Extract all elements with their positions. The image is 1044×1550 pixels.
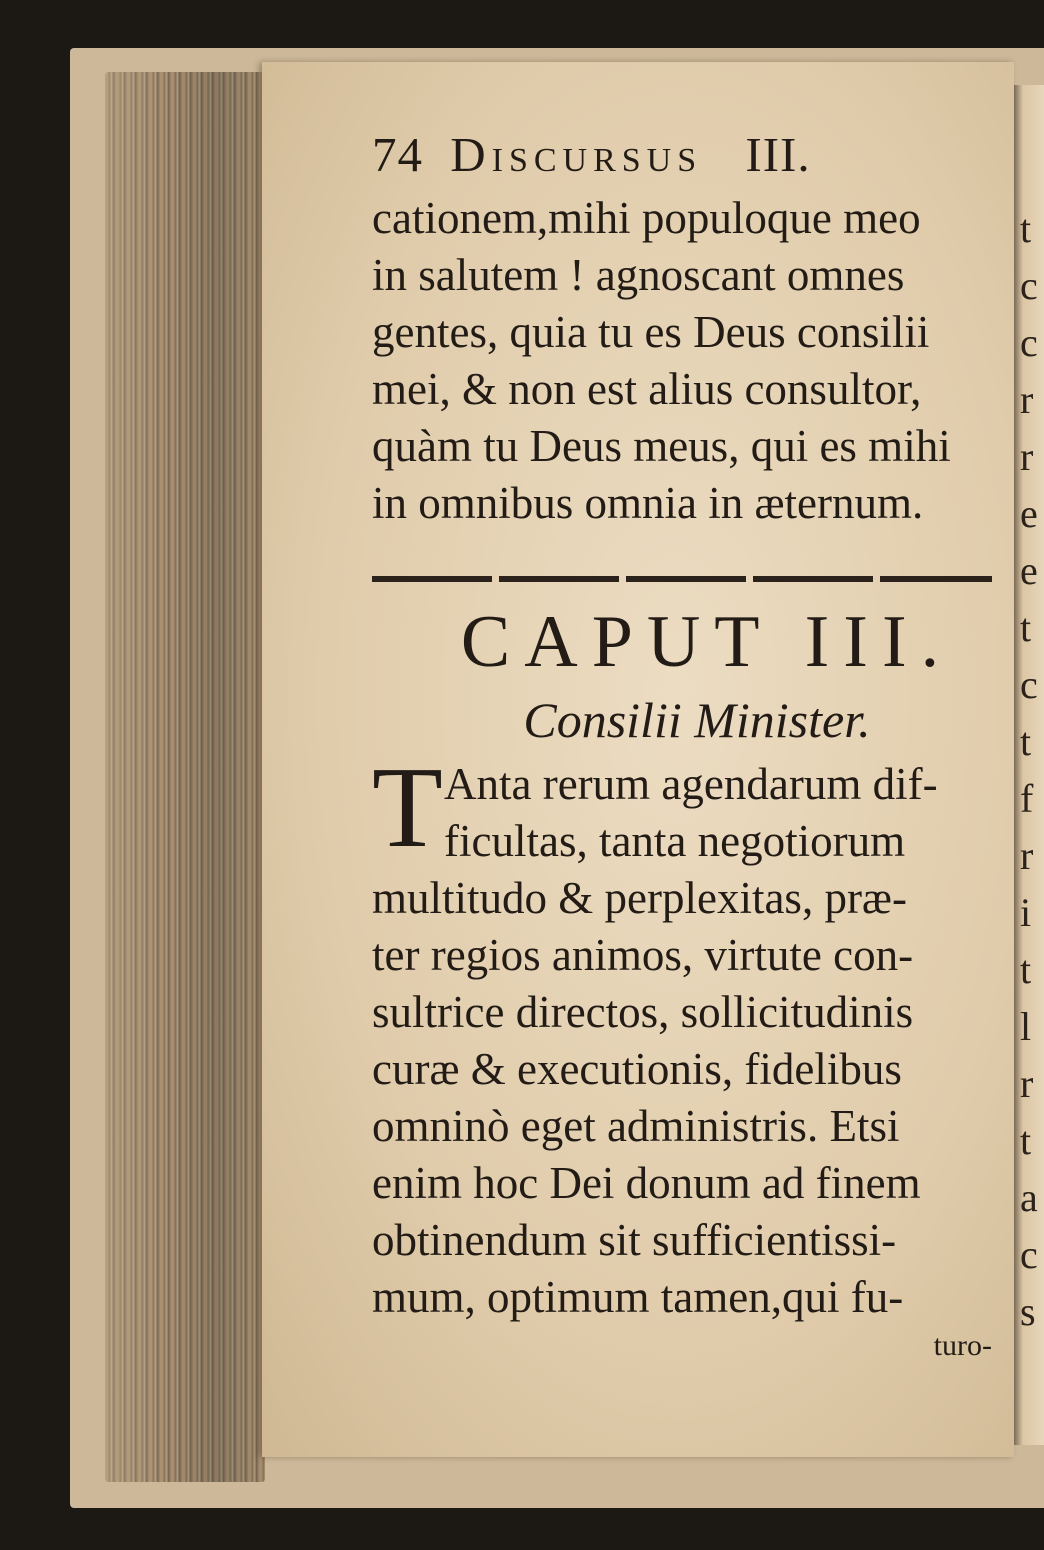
facing-letter: r	[1020, 434, 1034, 479]
text-line: mum, optimum tamen,qui fu-	[372, 1272, 904, 1322]
running-header	[372, 120, 1002, 190]
facing-letter: a	[1020, 1175, 1038, 1220]
facing-page-letters	[1020, 200, 1044, 1340]
facing-letter: e	[1020, 491, 1038, 536]
intro-paragraph	[372, 190, 1002, 532]
text-line: Anta rerum agendarum dif-	[444, 759, 938, 809]
facing-letter: t	[1020, 947, 1032, 992]
text-line: sultrice directos, sollicitudinis	[372, 987, 914, 1037]
facing-letter: i	[1020, 890, 1032, 935]
text-line: omninò eget administris. Etsi	[372, 1101, 900, 1151]
page-number: 74	[372, 127, 423, 182]
facing-letter: r	[1020, 833, 1034, 878]
facing-letter: t	[1020, 719, 1032, 764]
text-line: in salutem ! agnoscant omnes	[372, 250, 905, 300]
facing-letter: t	[1020, 605, 1032, 650]
text-line: quàm tu Deus meus, qui es mihi	[372, 421, 951, 471]
facing-letter: s	[1020, 1289, 1036, 1334]
drop-cap: T	[372, 744, 443, 872]
facing-letter: t	[1020, 1118, 1032, 1163]
text-line: curæ & executionis, fidelibus	[372, 1044, 902, 1094]
facing-letter: c	[1020, 662, 1038, 707]
catchword: turo-	[933, 1329, 992, 1362]
ornamental-rule	[372, 576, 992, 582]
chapter-paragraph	[372, 744, 1002, 1326]
facing-letter: r	[1020, 377, 1034, 422]
facing-letter: r	[1020, 1061, 1034, 1106]
facing-letter: c	[1020, 263, 1038, 308]
part-number: III.	[745, 127, 811, 182]
text-line: in omnibus omnia in æternum.	[372, 478, 924, 528]
text-line: cationem,mihi populoque meo	[372, 193, 921, 243]
text-line: enim hoc Dei donum ad finem	[372, 1158, 921, 1208]
facing-letter: e	[1020, 548, 1038, 593]
facing-letter: c	[1020, 1232, 1038, 1277]
chapter-subtitle: Consilii Minister.	[523, 692, 871, 748]
page-text	[372, 120, 1002, 1366]
text-line: gentes, quia tu es Deus consilii	[372, 307, 930, 357]
text-line: ter regios animos, virtute con-	[372, 930, 914, 980]
running-title: Discursus	[450, 127, 703, 182]
facing-letter: t	[1020, 206, 1032, 251]
text-line: obtinendum sit sufficientissi-	[372, 1215, 897, 1265]
text-line: ficultas, tanta negotiorum	[444, 816, 906, 866]
chapter-heading: CAPUT III.	[460, 601, 954, 683]
facing-letter: f	[1020, 776, 1034, 821]
text-line: multitudo & perplexitas, præ-	[372, 873, 907, 923]
facing-letter: c	[1020, 320, 1038, 365]
text-line: mei, & non est alius consultor,	[372, 364, 922, 414]
facing-letter: l	[1020, 1004, 1032, 1049]
